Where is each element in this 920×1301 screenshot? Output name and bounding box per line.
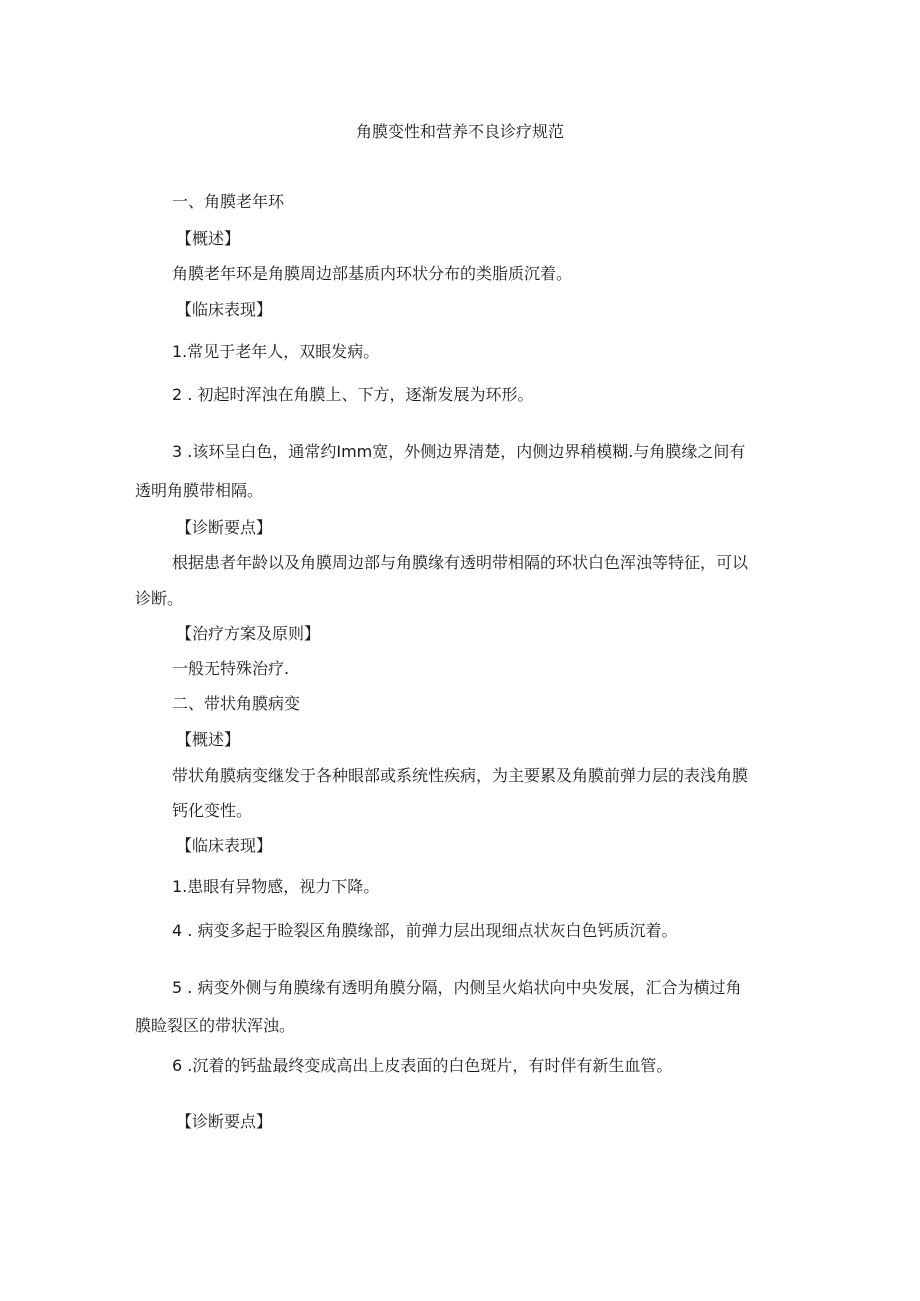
list-item: 4 . 病变多起于睑裂区角膜缘部，前弹力层出现细点状灰白色钙质沉着。 (172, 921, 678, 940)
paragraph-line: 带状角膜病变继发于各种眼部或系统性疾病，为主要累及角膜前弹力层的表浅角膜 (172, 766, 749, 785)
document-title: 角膜变性和营养不良诊疗规范 (355, 122, 564, 141)
list-item: 6 .沉着的钙盐最终变成高出上皮表面的白色斑片，有时伴有新生血管。 (172, 1056, 673, 1075)
paragraph-line: 一般无特殊治疗. (172, 659, 290, 678)
paragraph-line: 角膜老年环是角膜周边部基质内环状分布的类脂质沉着。 (172, 264, 573, 283)
section-heading-band-keratopathy: 二、带状角膜病变 (172, 694, 301, 713)
subheading-diagnosis: 【诊断要点】 (176, 518, 273, 537)
paragraph-line: 诊断。 (135, 589, 184, 608)
subheading-diagnosis: 【诊断要点】 (176, 1112, 273, 1131)
list-item: 2 . 初起时浑浊在角膜上、下方，逐渐发展为环形。 (172, 385, 534, 404)
subheading-overview: 【概述】 (176, 229, 241, 248)
subheading-clinical: 【临床表现】 (176, 300, 273, 319)
list-item: 1.常见于老年人，双眼发病。 (172, 342, 380, 361)
subheading-treatment: 【治疗方案及原则】 (176, 624, 321, 643)
list-item: 1.患眼有异物感，视力下降。 (172, 877, 380, 896)
paragraph-line: 钙化变性。 (172, 801, 253, 820)
list-item: 5 . 病变外侧与角膜缘有透明角膜分隔，内侧呈火焰状向中央发展，汇合为横过角 (172, 978, 742, 997)
section-heading-arcus: 一、角膜老年环 (172, 192, 285, 211)
paragraph-line: 膜睑裂区的带状浑浊。 (135, 1016, 296, 1035)
subheading-overview: 【概述】 (176, 730, 241, 749)
paragraph-line: 根据患者年龄以及角膜周边部与角膜缘有透明带相隔的环状白色浑浊等特征，可以 (172, 553, 749, 572)
subheading-clinical: 【临床表现】 (176, 836, 273, 855)
paragraph-line: 透明角膜带相隔。 (135, 481, 264, 500)
list-item: 3 .该环呈白色，通常约Imm宽，外侧边界清楚，内侧边界稍模糊.与角膜缘之间有 (172, 442, 746, 461)
